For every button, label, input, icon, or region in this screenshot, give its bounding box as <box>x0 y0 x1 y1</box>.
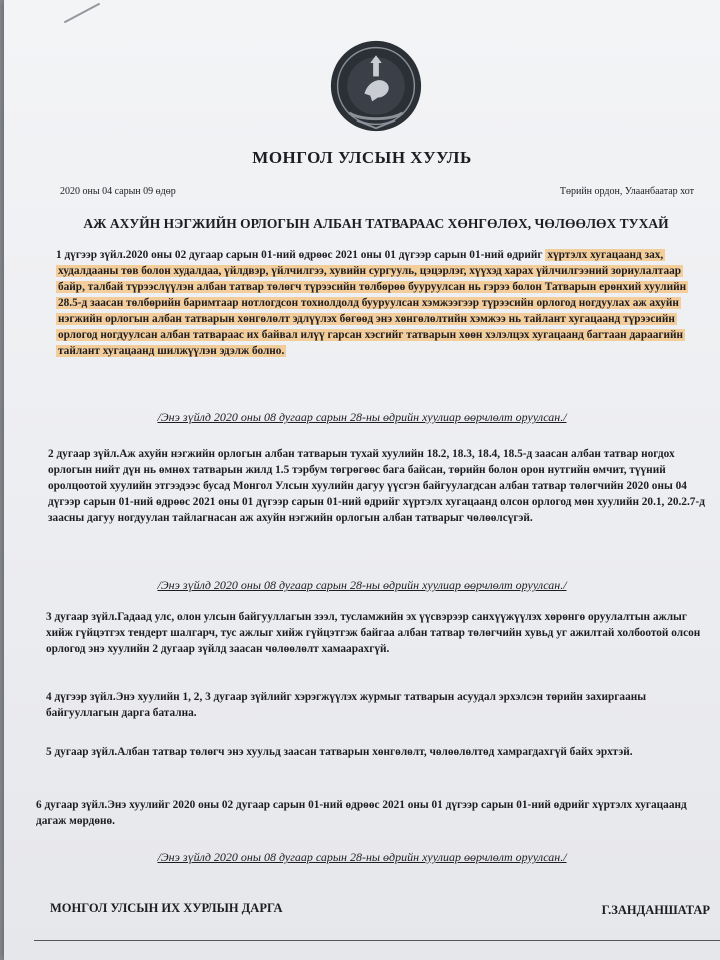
bottom-rule <box>34 940 720 941</box>
document-date: 2020 оны 04 сарын 09 өдөр <box>60 186 176 197</box>
amendment-note: /Энэ зүйлд 2020 оны 08 дугаар сарын 28-ны өдрийн хуулиар өөрчлөлт оруулсан./ <box>157 850 567 864</box>
article-2: 2 дугаар зүйл.Аж ахуйн нэгжийн орлогын албан татварын тухай хуулийн 18.2, 18.3, 18.4, 18.5-д заасан албан татвар ногдох орлогын нийт дүн нь өмнөх татварын жилд 1.5 тэрбум төгрөгөөс бага байсан, төрийн болон орон нутгийн өмчит, түүний оролцоотой хуулийн этгээдээс бусад Монгол Улсын хуулийн дагуу үүсгэн байгуулагдсан албан татвар төлөгчийн 2020 оны 04 дүгээр сарын 01-ний өдрөөс 2021 оны 01 дүгээр сарын 01-ний өдрийг хүртэлх хугацаанд олсон орлогод мөн хуулийн 20.1, 20.2.7-д заасны дагуу ногдуулан тайлагнасан аж ахуйн нэгжийн орлогын албан татварыг чөлөөлсүгэй. <box>48 448 705 524</box>
amendment-note: /Энэ зүйлд 2020 оны 08 дугаар сарын 28-ны өдрийн хуулиар өөрчлөлт оруулсан./ <box>157 410 567 424</box>
amendment-note: /Энэ зүйлд 2020 оны 08 дугаар сарын 28-ны өдрийн хуулиар өөрчлөлт оруулсан./ <box>157 578 567 592</box>
article-1-highlighted: хүртэлх хугацаанд зах, худалдааны төв болон худалдаа, үйлдвэр, үйлчилгээ, хувийн сургууль, цэцэрлэг, хүүхэд харах үйлчилгээний зориулалтаар байр, талбай түрээслүүлэн албан татвар төлөгч түрээсийн төлбөрөө бууруулсан нь гэрээ болон Татварын ерөнхий хуулийн 28.5-д заасан төлбөрийн баримтаар нотлогдсон тохиолдолд бууруулсан хэмжээгээр түрээсийн орлогод ногдуулах аж ахуйн нэгжийн орлогын албан татварын хөнгөлөлт эдлүүлэх бөгөөд энэ хөнгөлөлтийн хэмжээ нь тайлант хугацаанд түрээсийн орлогод ногдуулсан албан татвараас их байвал илүү гарсан хэсгийг татварын хөөн хэлэлцэх хугацаанд багтаан дараагийн тайлант хугацаанд шилжүүлэн эдэлж болно. <box>58 249 687 357</box>
article-1 <box>56 247 706 359</box>
article-1-intro: 1 дүгээр зүйл.2020 оны 02 дугаар сарын 01-ний өдрөөс 2021 оны 01 дүгээр сарын 01-ний өдрийг <box>56 249 543 261</box>
article-4: 4 дүгээр зүйл.Энэ хуулийн 1, 2, 3 дугаар зүйлийг хэрэгжүүлэх журмыг татварын асуудал эрхэлсэн төрийн захиргааны байгууллагын дарга батална. <box>46 691 647 719</box>
signatory-position: МОНГОЛ УЛСЫН ИХ ХУРЛЫН ДАРГА <box>50 901 283 915</box>
article-3: 3 дугаар зүйл.Гадаад улс, олон улсын байгууллагын зээл, тусламжийн эх үүсвэрээр санхүүжүүлэх хөрөнгө оруулалтын ажлыг хийж гүйцэтгэх тендерт шалгарч, тус ажлыг хийж гүйцэтгэж байгаа албан татвар төлөгчийн хувьд уг ажилтай холбоотой олсон орлогод энэ хуулийн 2 дугаар зүйлд заасан чөлөөлөлт хамаарахгүй. <box>46 611 701 655</box>
document-title: МОНГОЛ УЛСЫН ХУУЛЬ <box>252 148 472 167</box>
state-emblem-icon <box>328 38 424 134</box>
signatory-name: Г.ЗАНДАНШАТАР <box>601 903 710 917</box>
pen-mark <box>64 3 100 24</box>
document-place: Төрийн ордон, Улаанбаатар хот <box>559 186 694 197</box>
article-6: 6 дугаар зүйл.Энэ хуулийг 2020 оны 02 дугаар сарын 01-ний өдрөөс 2021 оны 01 дүгээр сарын 01-ний өдрийг хүртэлх хугацаанд дагаж мөрдөнө. <box>36 799 687 827</box>
law-title: АЖ АХУЙН НЭГЖИЙН ОРЛОГЫН АЛБАН ТАТВАРААС ХӨНГӨЛӨХ, ЧӨЛӨӨЛӨХ ТУХАЙ <box>83 216 669 231</box>
article-5: 5 дугаар зүйл.Албан татвар төлөгч энэ хуульд заасан татварын хөнгөлөлт, чөлөөлөлтөд хамрагдахгүй байх эрхтэй. <box>46 746 633 758</box>
document-page <box>4 0 720 960</box>
